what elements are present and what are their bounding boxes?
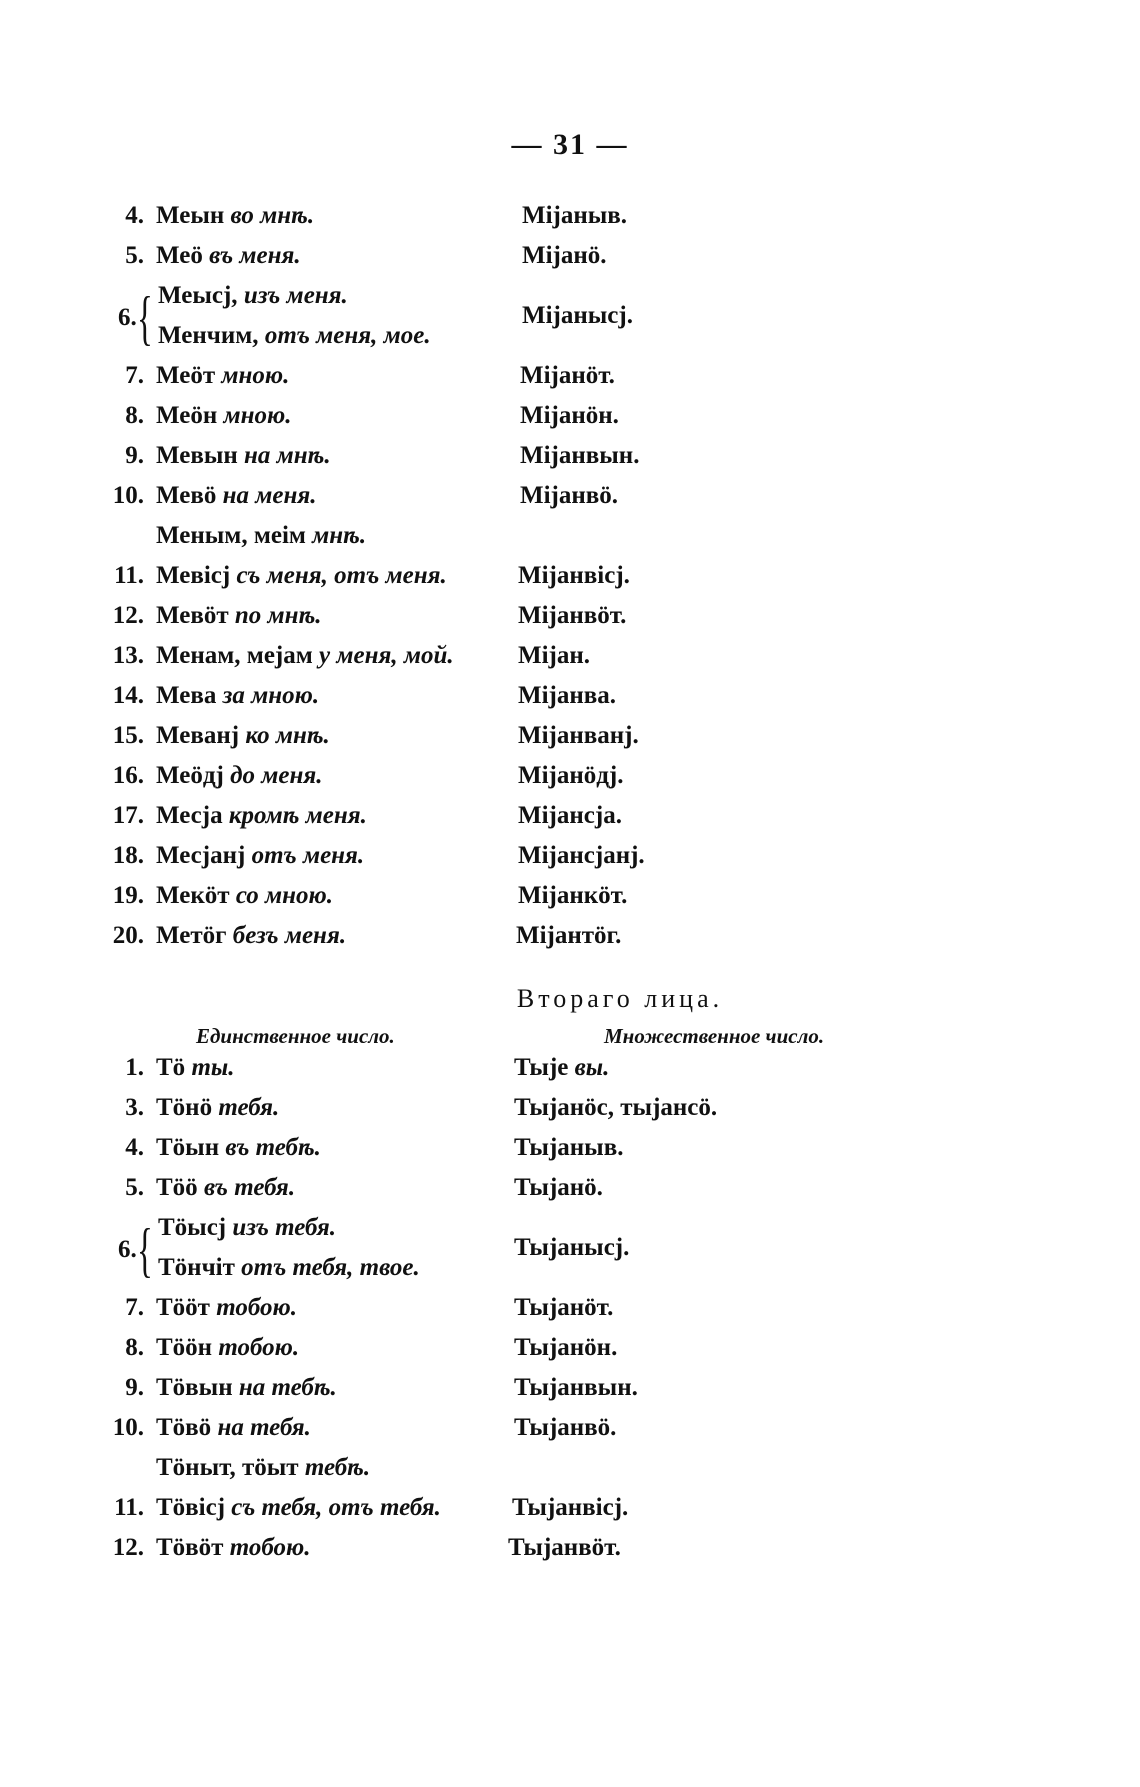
table-row-braced xyxy=(0,282,1140,362)
row-number: 7. xyxy=(125,362,144,389)
row-term: Тööн тобою. xyxy=(156,1334,300,1361)
row-plural: Мijанвö. xyxy=(520,482,619,509)
row-term: Мевö на меня. xyxy=(156,482,317,509)
row-term: Тöын въ тебѣ. xyxy=(156,1134,321,1161)
page-number: — 31 — xyxy=(511,128,629,161)
table-row xyxy=(0,1374,1140,1414)
row-number: 5. xyxy=(125,1174,144,1201)
row-plural: Мijансjанj. xyxy=(518,842,645,869)
brace-icon: { xyxy=(137,285,153,351)
row-term: Мева за мною. xyxy=(156,682,320,709)
row-number: 12. xyxy=(112,602,144,629)
row-number: 9. xyxy=(125,1374,144,1401)
row-number: 8. xyxy=(125,1334,144,1361)
row-term: Тöныт, тöыт тебѣ. xyxy=(156,1454,371,1481)
row-number: 4. xyxy=(125,1134,144,1161)
row-term: Месjа кромѣ меня. xyxy=(156,802,367,829)
table-row xyxy=(0,922,1140,962)
table-row xyxy=(0,762,1140,802)
row-number: 9. xyxy=(125,442,144,469)
row-plural: Тыjанвöт. xyxy=(508,1534,621,1561)
row-term: Тööт тобою. xyxy=(156,1294,297,1321)
row-plural: Тыjанвын. xyxy=(514,1374,638,1401)
row-term: Меным, меiм мнѣ. xyxy=(156,522,367,549)
row-plural: Тыjе вы. xyxy=(514,1054,610,1081)
table-row xyxy=(0,802,1140,842)
row-number: 12. xyxy=(112,1534,144,1561)
row-plural: Мijанö. xyxy=(522,242,607,269)
table-row xyxy=(0,1174,1140,1214)
row-plural: Мijанысj. xyxy=(522,302,633,329)
row-plural: Мijанванj. xyxy=(518,722,639,749)
table-row xyxy=(0,482,1140,522)
table-row xyxy=(0,602,1140,642)
row-term: Мевöт по мнѣ. xyxy=(156,602,322,629)
table-row xyxy=(0,1414,1140,1454)
row-term: Тöö въ тебя. xyxy=(156,1174,296,1201)
row-number: 14. xyxy=(112,682,144,709)
row-term: Меö въ меня. xyxy=(156,242,301,269)
row-number: 1. xyxy=(125,1054,144,1081)
first-person-table xyxy=(0,202,1140,962)
row-term: Мекöт со мною. xyxy=(156,882,334,909)
row-term: Тöвö на тебя. xyxy=(156,1414,311,1441)
row-plural: Мijан. xyxy=(518,642,591,669)
row-plural: Мijанвöт. xyxy=(518,602,627,629)
row-term: Тöнö тебя. xyxy=(156,1094,280,1121)
row-term: Тöвöт тобою. xyxy=(156,1534,311,1561)
row-number: 4. xyxy=(125,202,144,229)
row-number: 6. xyxy=(118,1236,137,1263)
column-header-plural: Множественное число. xyxy=(604,1024,825,1048)
row-plural: Мijанöдj. xyxy=(518,762,624,789)
row-number: 15. xyxy=(112,722,144,749)
row-term: Тöнчiт отъ тебя, твое. xyxy=(158,1254,420,1281)
row-term: Тö ты. xyxy=(156,1054,235,1081)
row-number: 8. xyxy=(125,402,144,429)
table-row xyxy=(0,1334,1140,1374)
column-header-singular: Единственное число. xyxy=(196,1024,395,1048)
row-number: 18. xyxy=(112,842,144,869)
row-plural: Мijанöн. xyxy=(520,402,619,429)
row-plural: Тыjанысj. xyxy=(514,1234,630,1261)
row-term: Тöвын на тебѣ. xyxy=(156,1374,337,1401)
row-plural: Тыjанвiсj. xyxy=(512,1494,629,1521)
row-term: Месjанj отъ меня. xyxy=(156,842,365,869)
row-plural: Тыjанöн. xyxy=(514,1334,618,1361)
table-row xyxy=(0,202,1140,242)
table-row xyxy=(0,1294,1140,1334)
row-plural: Мijантöг. xyxy=(516,922,622,949)
table-row xyxy=(0,402,1140,442)
row-term: Меöт мною. xyxy=(156,362,290,389)
table-row xyxy=(0,442,1140,482)
table-row xyxy=(0,1094,1140,1134)
row-plural: Мijанвын. xyxy=(520,442,640,469)
table-row xyxy=(0,1534,1140,1574)
table-row xyxy=(0,842,1140,882)
row-term: Тöысj изъ тебя. xyxy=(158,1214,336,1241)
brace-icon: { xyxy=(137,1217,153,1283)
table-row xyxy=(0,1454,1140,1494)
row-number: 16. xyxy=(112,762,144,789)
row-term: Тöвiсj съ тебя, отъ тебя. xyxy=(156,1494,441,1521)
row-number: 10. xyxy=(112,1414,144,1441)
row-term: Меысj, изъ меня. xyxy=(158,282,348,309)
row-number: 10. xyxy=(112,482,144,509)
row-number: 13. xyxy=(112,642,144,669)
table-row xyxy=(0,722,1140,762)
table-row xyxy=(0,1054,1140,1094)
table-row xyxy=(0,642,1140,682)
row-term: Менам, меjам у меня, мой. xyxy=(156,642,454,669)
row-plural: Тыjанöс, тыjансö. xyxy=(514,1094,718,1121)
row-plural: Тыjаныв. xyxy=(514,1134,624,1161)
row-plural: Мijаныв. xyxy=(522,202,628,229)
row-plural: Мijанöт. xyxy=(520,362,615,389)
row-term: Менчим, отъ меня, мое. xyxy=(158,322,431,349)
table-row-braced xyxy=(0,1214,1140,1294)
row-plural: Мijансjа. xyxy=(518,802,622,829)
row-plural: Мijанва. xyxy=(518,682,617,709)
row-number: 7. xyxy=(125,1294,144,1321)
second-person-table xyxy=(0,1054,1140,1574)
row-plural: Тыjанöт. xyxy=(514,1294,614,1321)
row-number: 5. xyxy=(125,242,144,269)
row-plural: Тыjанвö. xyxy=(514,1414,617,1441)
row-term: Меöдj до меня. xyxy=(156,762,323,789)
row-number: 11. xyxy=(114,1494,144,1521)
row-plural: Мijанкöт. xyxy=(518,882,628,909)
row-number: 11. xyxy=(114,562,144,589)
table-row xyxy=(0,522,1140,562)
row-number: 17. xyxy=(112,802,144,829)
row-term: Меöн мною. xyxy=(156,402,292,429)
row-number: 20. xyxy=(112,922,144,949)
section-title: Втораго лица. xyxy=(516,984,724,1013)
row-term: Мевiсj съ меня, отъ меня. xyxy=(156,562,447,589)
row-term: Меванj ко мнѣ. xyxy=(156,722,330,749)
table-row xyxy=(0,682,1140,722)
row-number: 6. xyxy=(118,304,137,331)
row-term: Меын во мнѣ. xyxy=(156,202,315,229)
row-plural: Мijанвiсj. xyxy=(518,562,630,589)
row-plural: Тыjанö. xyxy=(514,1174,603,1201)
row-term: Метöг безъ меня. xyxy=(156,922,347,949)
table-row xyxy=(0,882,1140,922)
table-row xyxy=(0,1494,1140,1534)
table-row xyxy=(0,562,1140,602)
table-row xyxy=(0,362,1140,402)
row-term: Мевын на мнѣ. xyxy=(156,442,331,469)
table-row xyxy=(0,1134,1140,1174)
row-number: 3. xyxy=(125,1094,144,1121)
row-number: 19. xyxy=(112,882,144,909)
table-row xyxy=(0,242,1140,282)
